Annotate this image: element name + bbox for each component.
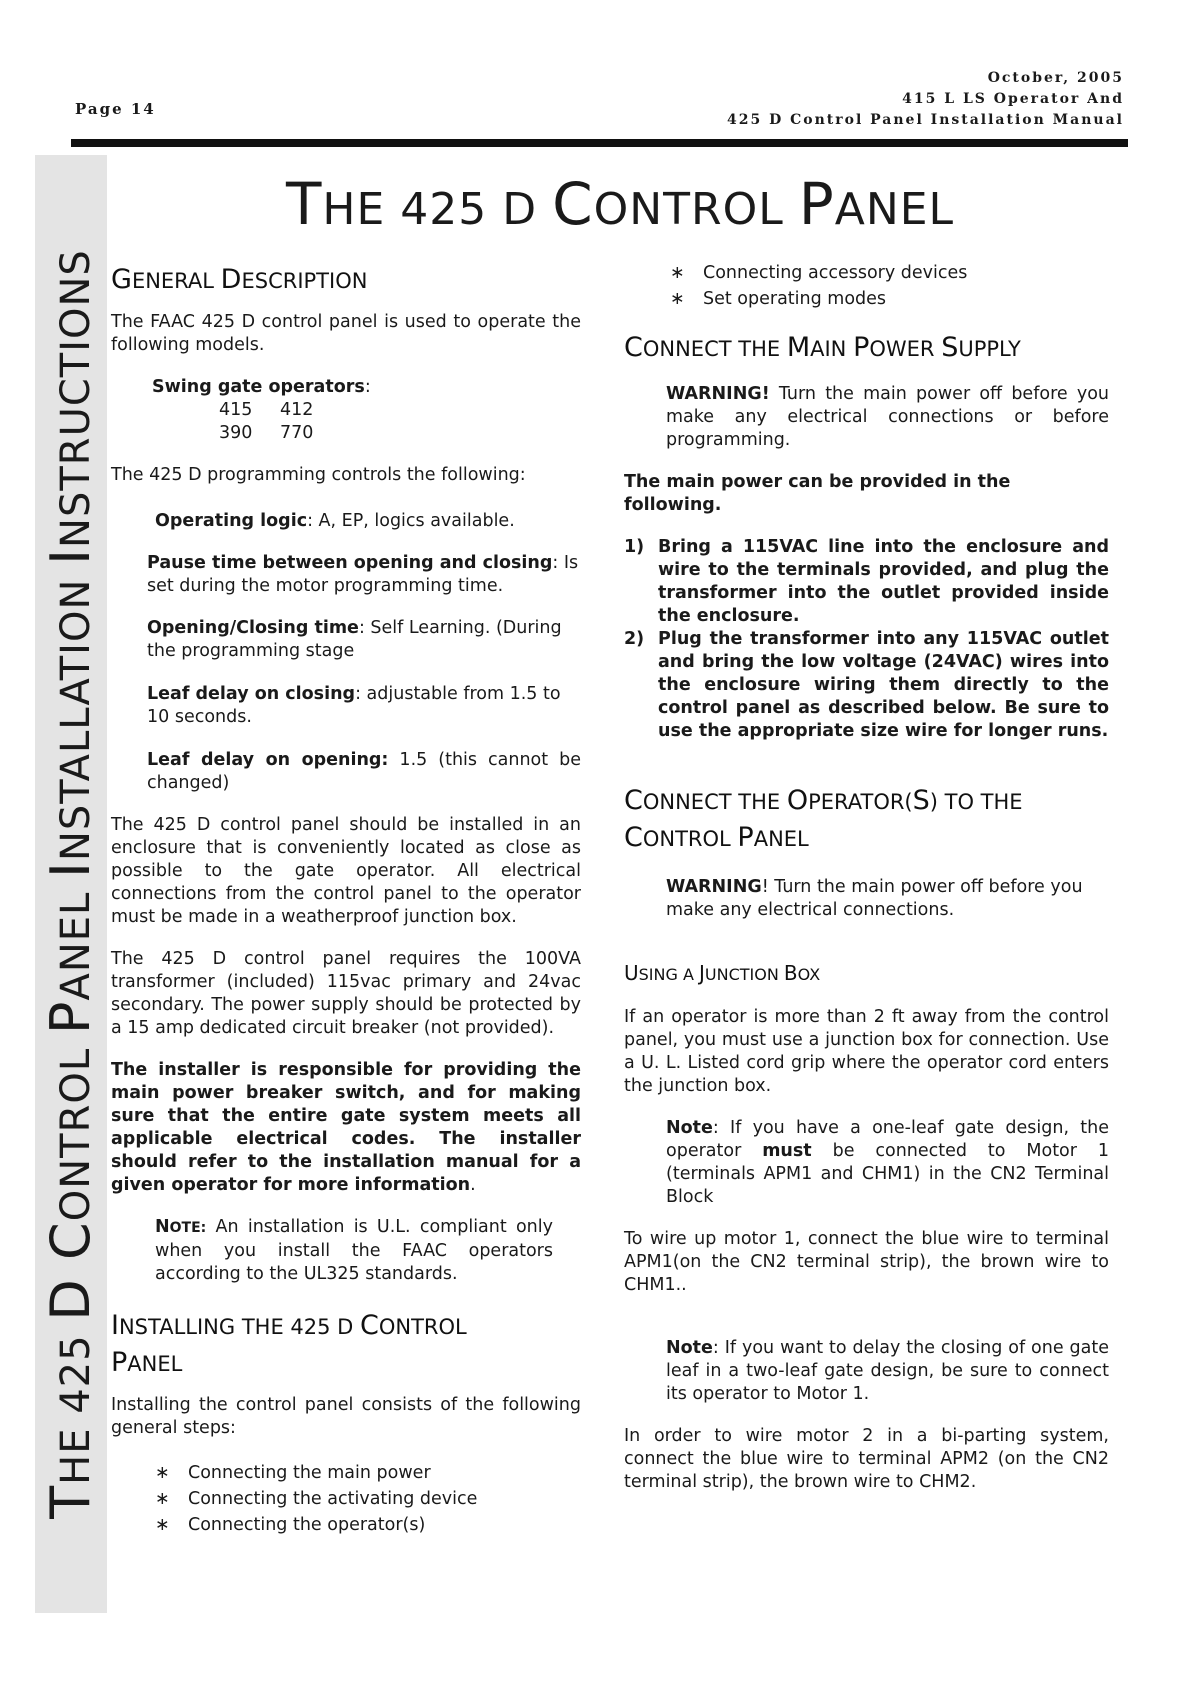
heading-connect-operators: CONNECT THE OPERATOR(S) TO THE CONTROL PANEL	[624, 785, 1023, 853]
transformer-paragraph: The 425 D control panel requires the 100VA transformer (included) 115vac primary and 24vac secondary. The power supply should be protected by a 15 amp dedicated circuit breaker (not provided).	[111, 949, 581, 1038]
left-column	[111, 262, 581, 1538]
header-date: October, 2005	[987, 70, 1124, 86]
opening-closing-time: Opening/Closing time: Self Learning. (During the programming stage	[147, 618, 562, 661]
leaf-delay-opening: Leaf delay on opening: 1.5 (this cannot be changed)	[147, 750, 581, 793]
header-rule	[71, 139, 1128, 147]
right-column	[624, 260, 1109, 1494]
heading-main-power: CONNECT THE MAIN POWER SUPPLY	[624, 332, 1021, 363]
models-row-1: 415 412	[219, 400, 314, 420]
operators-warning: WARNING! Turn the main power off before you make any electrical connections.	[666, 877, 1083, 920]
list-item: ∗ Connecting the operator(s)	[155, 1512, 581, 1538]
main-power-warning: WARNING! Turn the main power off before you make any electrical connections or before programming.	[666, 384, 1109, 450]
installer-responsibility: The installer is responsible for providing the main power breaker switch, and for making sure that the entire gate system meets all applicable electrical codes. The installer should refer to the installation manual for a given operator for more information.	[111, 1060, 581, 1195]
motor1-paragraph: To wire up motor 1, connect the blue wire to terminal APM1(on the CN2 terminal strip), the brown wire to CHM1..	[624, 1229, 1109, 1295]
page-title: THE 425 D CONTROL PANEL	[285, 170, 955, 238]
main-power-options	[624, 536, 1109, 743]
list-item: ∗ Connecting the activating device	[155, 1486, 581, 1512]
main-power-provided: The main power can be provided in the following.	[624, 472, 1011, 515]
list-item: 2) Plug the transformer into any 115VAC outlet and bring the low voltage (24VAC) wires into the enclosure wiring them directly to the control panel as described below. Be sure to use the appropriate size wire for longer runs.	[624, 629, 1109, 741]
heading-junction-box: USING A JUNCTION BOX	[624, 961, 821, 985]
page-number: Page 14	[75, 100, 156, 118]
installing-steps-list	[111, 1460, 581, 1538]
ul-note: NOTE: An installation is U.L. compliant only when you install the FAAC operators according to the UL325 standards.	[155, 1217, 553, 1284]
list-item: ∗ Set operating modes	[670, 286, 1109, 312]
models-row-2: 390 770	[219, 423, 314, 443]
running-header	[727, 68, 1124, 131]
header-manual-line1: 415 L LS Operator And	[902, 91, 1124, 107]
installing-intro: Installing the control panel consists of the following general steps:	[111, 1395, 581, 1438]
swing-gate-label: Swing gate operators:	[152, 377, 371, 397]
one-leaf-note: Note: If you have a one-leaf gate design, the operator must be connected to Motor 1 (terminals APM1 and CHM1) in the CN2 Terminal Block	[666, 1118, 1109, 1207]
motor2-paragraph: In order to wire motor 2 in a bi-parting system, connect the blue wire to terminal APM2 (on the CN2 terminal strip), the brown wire to CHM2.	[624, 1426, 1109, 1492]
pause-time: Pause time between opening and closing: Is set during the motor programming time.	[147, 553, 579, 596]
junction-paragraph: If an operator is more than 2 ft away from the control panel, you must use a junction box for connection. Use a U. L. Listed cord grip where the operator cord enters the junction box.	[624, 1007, 1109, 1096]
controls-intro: The 425 D programming controls the following:	[111, 465, 526, 485]
leaf-delay-closing: Leaf delay on closing: adjustable from 1.5 to 10 seconds.	[147, 684, 561, 727]
heading-general-description: GENERAL DESCRIPTION	[111, 264, 368, 295]
sidebar-vertical-title: THE 425 D CONTROL PANEL INSTALLATION INSTRUCTIONS	[39, 249, 102, 1519]
list-item: 1) Bring a 115VAC line into the enclosure and wire to the terminals provided, and plug the transformer into the outlet provided inside the enclosure.	[624, 537, 1109, 626]
header-manual-line2: 425 D Control Panel Installation Manual	[727, 112, 1124, 128]
installing-steps-continued	[624, 260, 1109, 312]
enclosure-paragraph: The 425 D control panel should be installed in an enclosure that is conveniently located as close as possible to the gate operator. All electrical connections from the control panel to the operator must be made in a weatherproof junction box.	[111, 815, 581, 927]
delay-note: Note: If you want to delay the closing of one gate leaf in a two-leaf gate design, be sure to connect its operator to Motor 1.	[666, 1338, 1109, 1404]
list-item: ∗ Connecting accessory devices	[670, 260, 1109, 286]
heading-installing: INSTALLING THE 425 D CONTROL PANEL	[111, 1310, 467, 1378]
general-intro: The FAAC 425 D control panel is used to operate the following models.	[111, 312, 581, 355]
operating-logic: Operating logic: A, EP, logics available.	[155, 511, 515, 531]
list-item: ∗ Connecting the main power	[155, 1460, 581, 1486]
